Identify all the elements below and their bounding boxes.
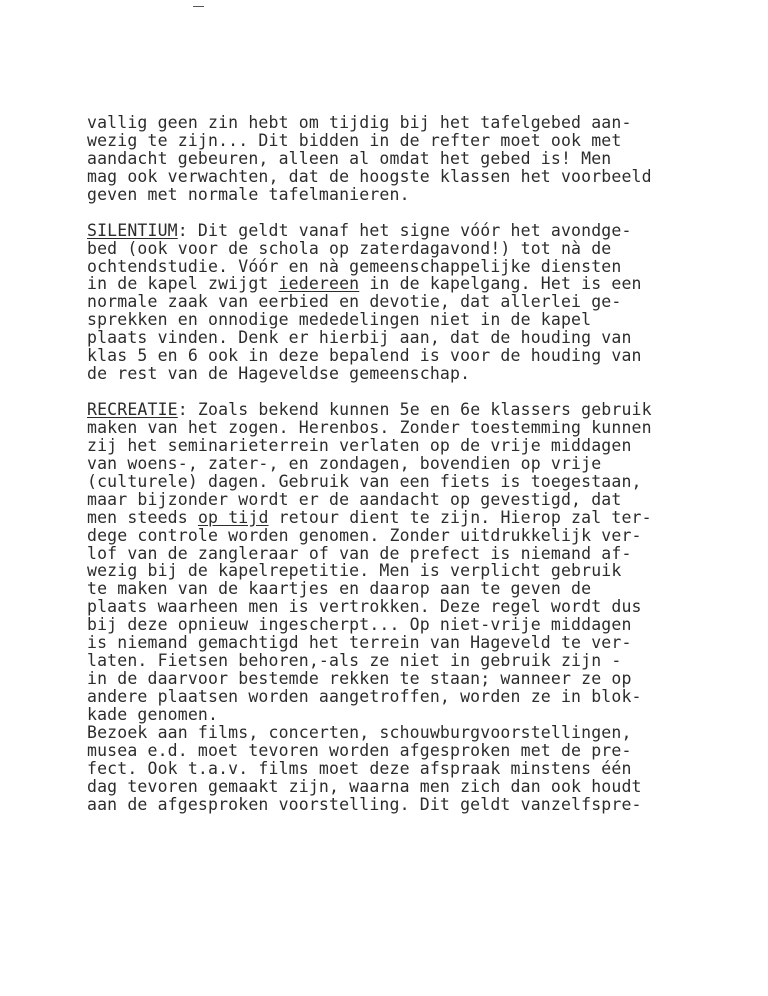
- text-line: [87, 688, 727, 706]
- line-segment: maken van het zogen. Herenbos. Zonder toestemming kunnen: [87, 417, 652, 437]
- text-line: [87, 455, 727, 473]
- line-segment: te maken van de kaartjes en daarop aan te geven de: [87, 579, 592, 599]
- line-segment: in de kapel zwijgt: [87, 274, 279, 294]
- text-line: [87, 419, 727, 437]
- text-line: [87, 545, 727, 563]
- text-line: [87, 240, 727, 258]
- line-segment: vallig geen zin hebt om tijdig bij het tafelgebed aan-: [87, 113, 632, 132]
- paragraph-recreatie: [87, 401, 727, 814]
- line-segment: laten. Fietsen behoren,-als ze niet in gebruik zijn -: [87, 651, 622, 671]
- line-segment: de rest van de Hageveldse gemeenschap.: [87, 364, 471, 384]
- line-segment: fect. Ook t.a.v. films moet deze afspraak minstens één: [87, 758, 632, 778]
- text-line: [87, 706, 727, 724]
- line-segment: mag ook verwachten, dat de hoogste klassen het voorbeeld: [87, 166, 652, 186]
- typewritten-text: [87, 114, 727, 814]
- text-line: [87, 401, 727, 419]
- line-segment: dege controle worden genomen. Zonder uitdrukkelijk ver-: [87, 525, 642, 545]
- line-segment: normale zaak van eerbied en devotie, dat allerlei ge-: [87, 292, 622, 312]
- paragraph-silentium: [87, 222, 727, 383]
- line-segment: : Dit geldt vanaf het signe vóór het avondge-: [177, 220, 632, 240]
- text-line: [87, 132, 727, 150]
- text-line: [87, 634, 727, 652]
- line-segment: dag tevoren gemaakt zijn, waarna men zich dan ook houdt: [87, 776, 642, 796]
- line-segment: : Zoals bekend kunnen 5e en 6e klassers gebruik: [177, 400, 652, 419]
- line-segment: Bezoek aan films, concerten, schouwburgvoorstellingen,: [87, 722, 632, 742]
- text-line: [87, 652, 727, 670]
- paragraph-gap: [87, 383, 727, 401]
- text-line: [87, 527, 727, 545]
- line-segment: (culturele) dagen. Gebruik van een fiets is toegestaan,: [87, 471, 642, 491]
- underlined-word: op tijd: [197, 507, 269, 527]
- text-line: [87, 258, 727, 276]
- line-segment: wezig te zijn... Dit bidden in de refter moet ook met: [87, 130, 622, 150]
- line-segment: plaats waarheen men is vertrokken. Deze regel wordt dus: [87, 597, 642, 617]
- line-segment: klas 5 en 6 ook in deze bepalend is voor de houding van: [87, 346, 642, 366]
- line-segment: kade genomen.: [87, 704, 219, 724]
- line-segment: aandacht gebeuren, alleen al omdat het gebed is! Men: [87, 148, 612, 168]
- text-line: [87, 275, 727, 293]
- line-segment: sprekken en onnodige mededelingen niet in de kapel: [87, 310, 592, 330]
- text-line: [87, 491, 727, 509]
- underlined-word: iedereen: [278, 274, 360, 294]
- text-line: [87, 760, 727, 778]
- text-line: [87, 168, 727, 186]
- paragraph-gap: [87, 204, 727, 222]
- text-line: [87, 724, 727, 742]
- underlined-word: RECREATIE: [87, 400, 178, 419]
- underlined-word: SILENTIUM: [87, 220, 178, 240]
- text-line: [87, 186, 727, 204]
- line-segment: men steeds: [87, 507, 198, 527]
- text-line: [87, 616, 727, 634]
- line-segment: maar bijzonder wordt er de aandacht op gevestigd, dat: [87, 489, 622, 509]
- text-line: [87, 329, 727, 347]
- text-line: [87, 778, 727, 796]
- line-segment: in de daarvoor bestemde rekken te staan; wanneer ze op: [87, 669, 632, 689]
- text-line: [87, 347, 727, 365]
- text-line: [87, 473, 727, 491]
- text-line: [87, 114, 727, 132]
- line-segment: ochtendstudie. Vóór en nà gemeenschappelijke diensten: [87, 256, 622, 276]
- line-segment: is niemand gemachtigd het terrein van Hageveld te ver-: [87, 633, 632, 653]
- text-line: [87, 150, 727, 168]
- text-line: [87, 598, 727, 616]
- line-segment: plaats vinden. Denk er hierbij aan, dat de houding van: [87, 328, 632, 348]
- line-segment: lof van de zangleraar of van de prefect is niemand af-: [87, 543, 632, 563]
- line-segment: bed (ook voor de schola op zaterdagavond!) tot nà de: [87, 238, 612, 258]
- text-line: [87, 796, 727, 814]
- text-line: [87, 311, 727, 329]
- line-segment: geven met normale tafelmanieren.: [87, 184, 410, 204]
- line-segment: zij het seminarieterrein verlaten op de vrije middagen: [87, 435, 632, 455]
- text-line: [87, 437, 727, 455]
- text-line: [87, 562, 727, 580]
- line-segment: andere plaatsen worden aangetroffen, worden ze in blok-: [87, 687, 642, 706]
- text-line: [87, 742, 727, 760]
- line-segment: van woens-, zater-, en zondagen, bovendien op vrije: [87, 453, 602, 473]
- text-line: [87, 293, 727, 311]
- line-segment: wezig bij de kapelrepetitie. Men is verplicht gebruik: [87, 561, 622, 581]
- line-segment: in de kapelgang. Het is een: [359, 274, 642, 294]
- text-line: [87, 509, 727, 527]
- line-segment: bij deze opnieuw ingescherpt... Op niet-vrije middagen: [87, 615, 632, 635]
- paragraph-tafelgebed: [87, 114, 727, 204]
- text-line: [87, 365, 727, 383]
- text-line: [87, 670, 727, 688]
- page-top-mark: [193, 6, 204, 7]
- line-segment: retour dient te zijn. Hierop zal ter-: [268, 507, 652, 527]
- line-segment: aan de afgesproken voorstelling. Dit geldt vanzelfspre-: [87, 794, 642, 814]
- line-segment: musea e.d. moet tevoren worden afgesproken met de pre-: [87, 740, 632, 760]
- text-line: [87, 580, 727, 598]
- text-line: [87, 222, 727, 240]
